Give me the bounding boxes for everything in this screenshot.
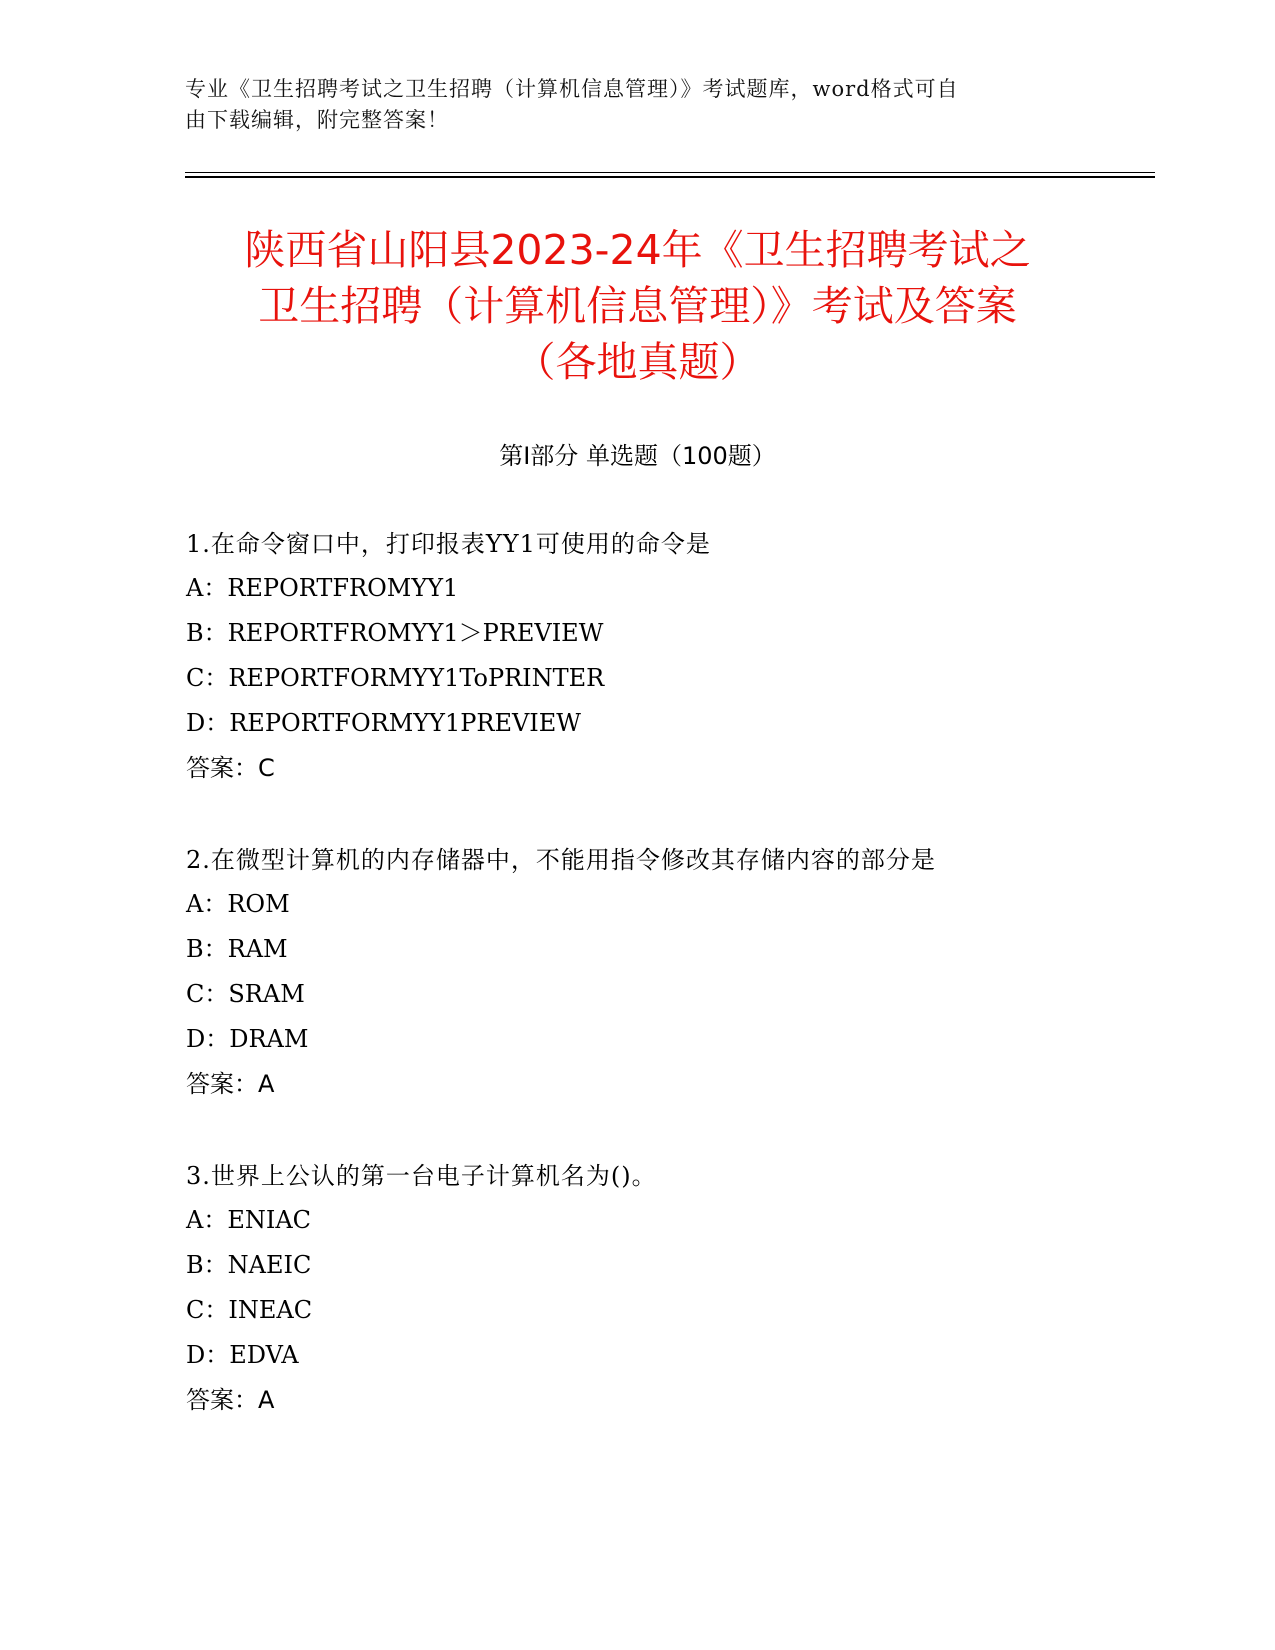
option-a: A：ROM [186,890,290,918]
question-2 [186,838,1136,1107]
option-d: D：DRAM [186,1025,309,1053]
header-divider-thick [185,176,1155,178]
answer: 答案：A [186,1070,275,1098]
section-heading: 第Ⅰ部分 单选题（100题） [499,442,776,470]
option-c: C：INEAC [186,1296,313,1324]
option-b: B：REPORTFROMYY1＞PREVIEW [186,619,604,647]
answer: 答案：A [186,1386,275,1414]
question-1 [186,522,1136,791]
header-note [185,74,1065,136]
option-c: C：SRAM [186,980,305,1008]
option-d: D：EDVA [186,1341,299,1369]
header-divider-thin [185,172,1155,173]
option-a: A：REPORTFROMYY1 [186,574,459,602]
header-note-line-2: 由下载编辑，附完整答案！ [185,108,449,132]
option-b: B：NAEIC [186,1251,312,1279]
option-c: C：REPORTFORMYY1ToPRINTER [186,664,605,692]
title-line-3: （各地真题） [514,338,761,386]
option-b: B：RAM [186,935,288,963]
question-stem: 1.在命令窗口中，打印报表YY1可使用的命令是 [186,530,711,558]
header-note-line-1: 专业《卫生招聘考试之卫生招聘（计算机信息管理）》考试题库，word格式可自 [185,77,959,101]
question-stem: 3.世界上公认的第一台电子计算机名为()。 [186,1162,657,1190]
document-title [150,222,1125,390]
question-stem: 2.在微型计算机的内存储器中，不能用指令修改其存储内容的部分是 [186,846,936,874]
answer: 答案：C [186,754,275,782]
option-a: A：ENIAC [186,1206,312,1234]
question-3 [186,1154,1136,1423]
title-line-2: 卫生招聘（计算机信息管理）》考试及答案 [258,282,1017,330]
title-line-1: 陕西省山阳县2023-24年《卫生招聘考试之 [244,226,1031,274]
option-d: D：REPORTFORMYY1PREVIEW [186,709,581,737]
